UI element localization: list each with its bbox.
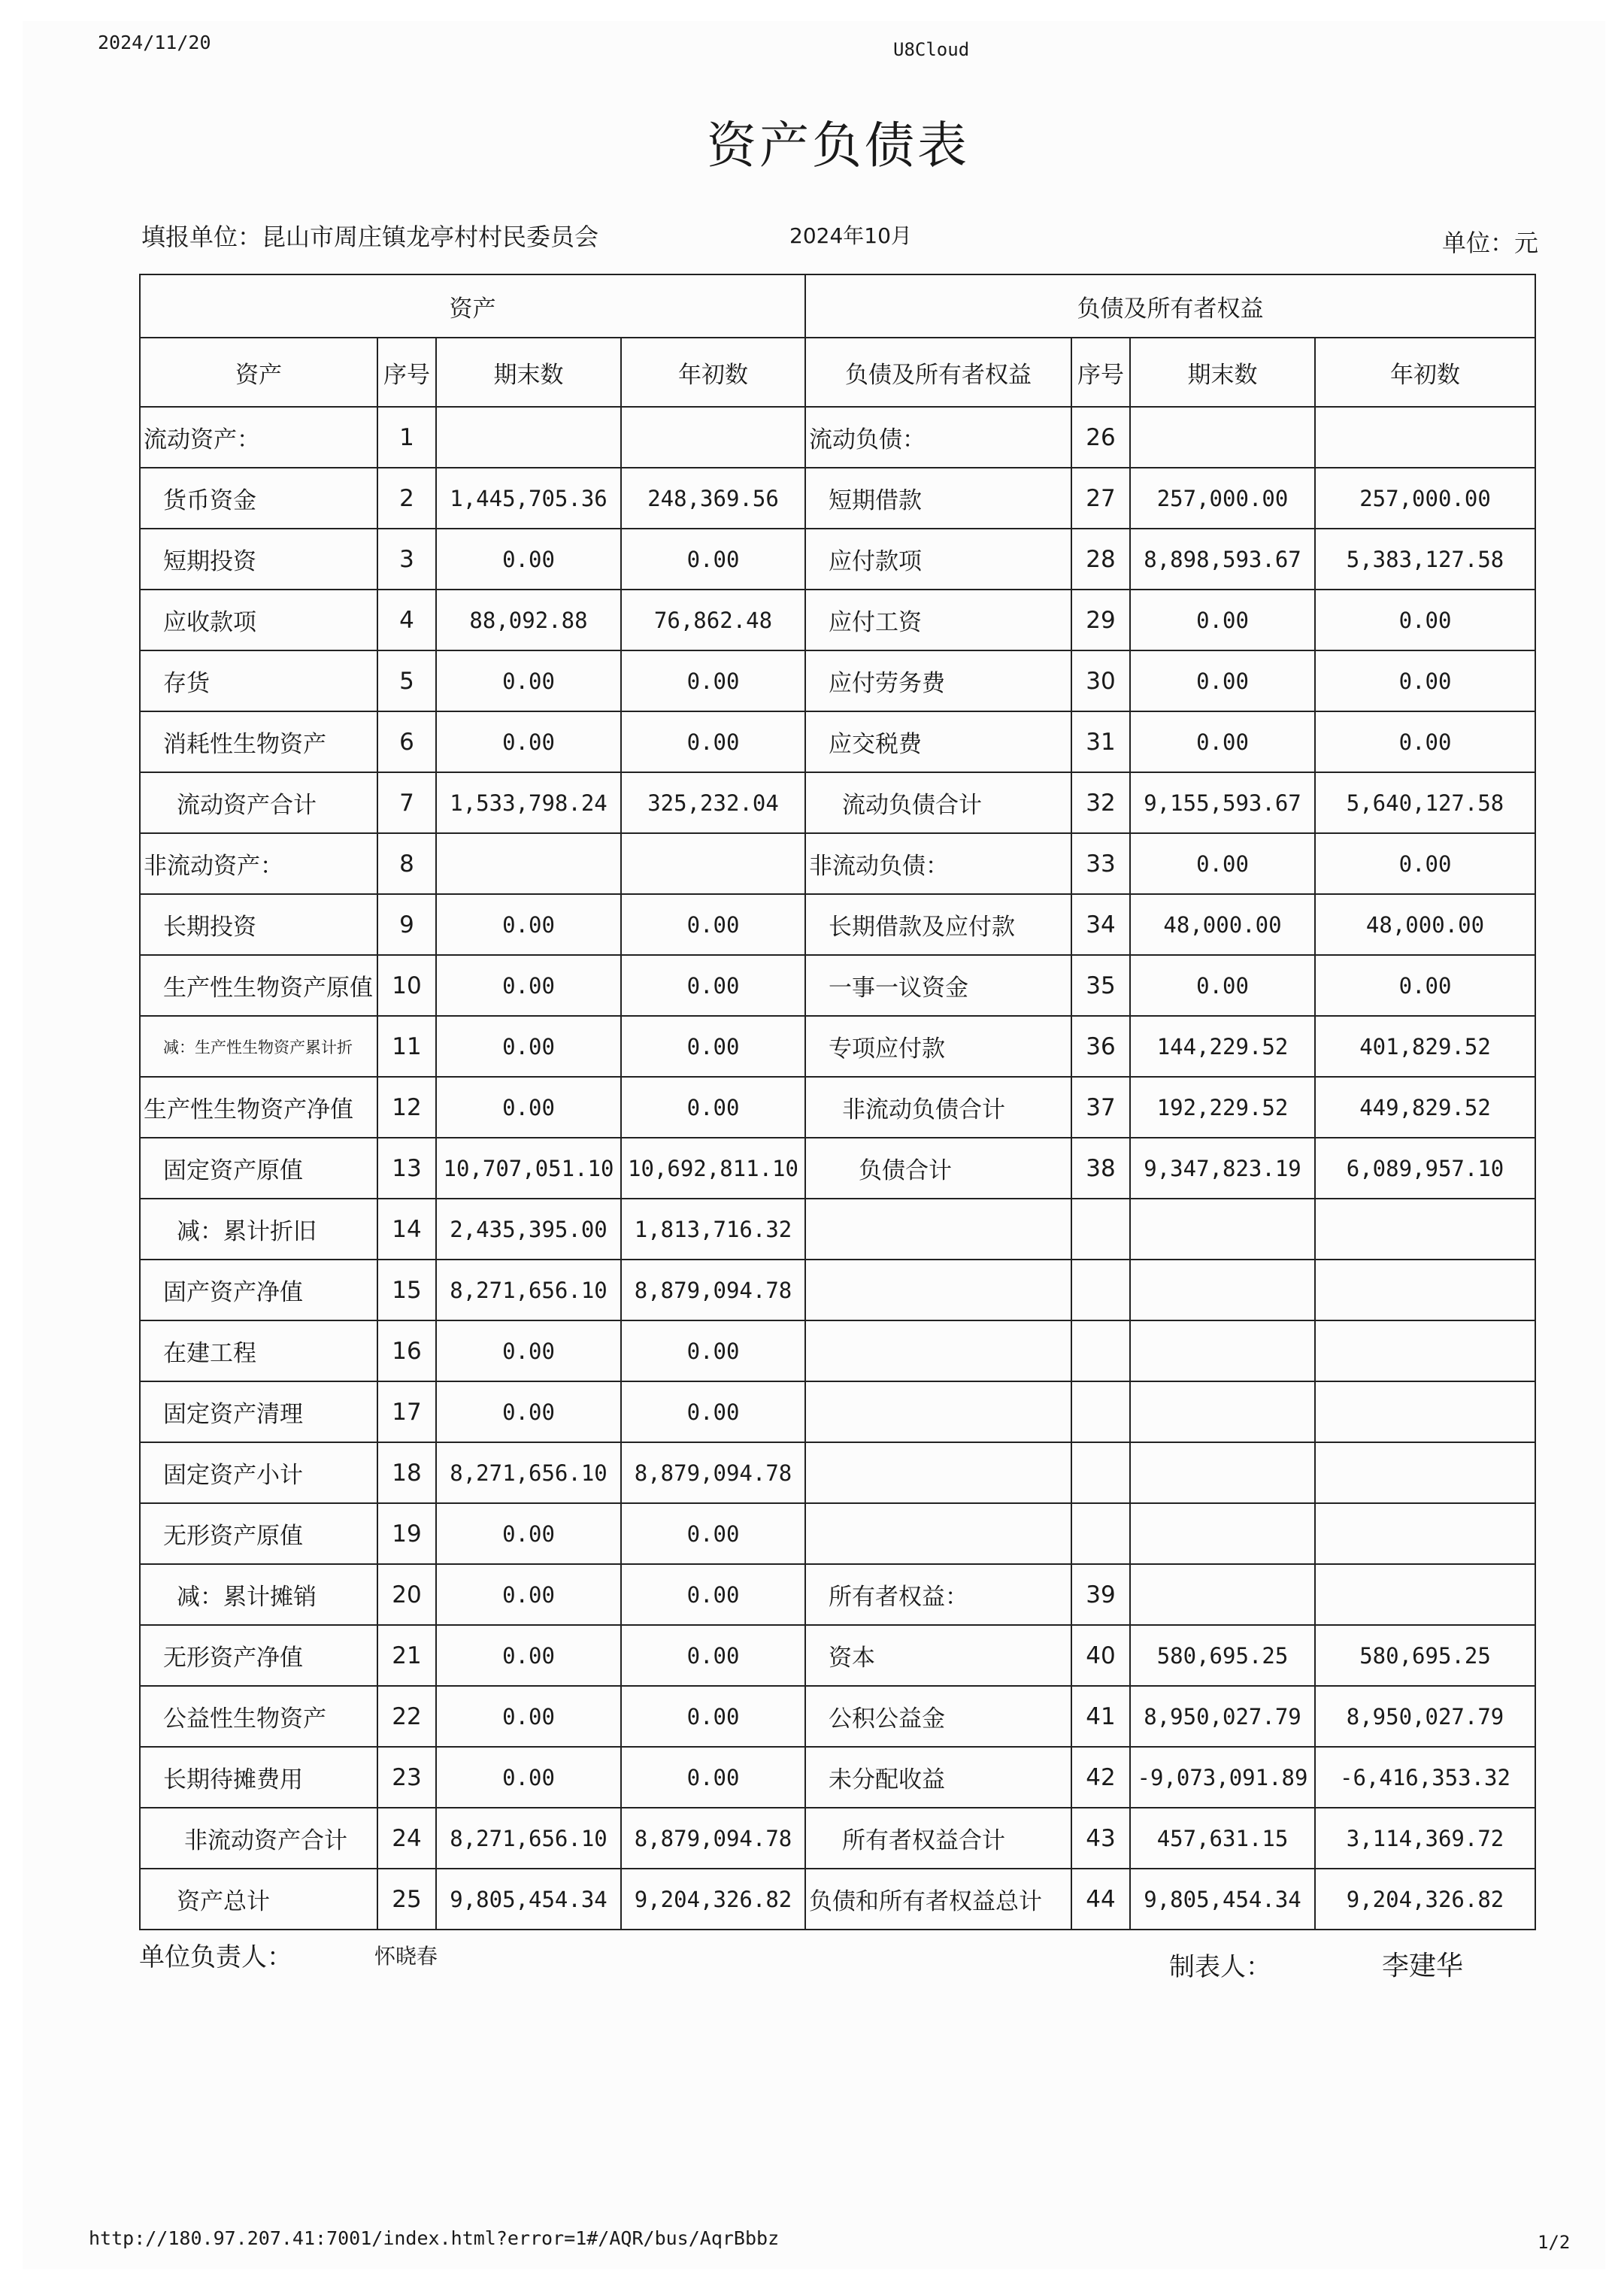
liability-seq: 32 bbox=[1071, 772, 1130, 833]
asset-name: 减：累计折旧 bbox=[140, 1199, 377, 1260]
asset-name: 固定资产清理 bbox=[140, 1381, 377, 1442]
table-row bbox=[140, 1564, 1535, 1625]
liability-end-value: 0.00 bbox=[1130, 650, 1315, 711]
asset-name: 固产资产净值 bbox=[140, 1260, 377, 1320]
asset-name: 长期投资 bbox=[140, 894, 377, 955]
table-row bbox=[140, 772, 1535, 833]
liabilities-group-header: 负债及所有者权益 bbox=[805, 274, 1535, 338]
liability-seq: 38 bbox=[1071, 1138, 1130, 1199]
liability-seq: 40 bbox=[1071, 1625, 1130, 1686]
liability-begin-value: 8,950,027.79 bbox=[1315, 1686, 1535, 1747]
liability-end-value: 9,155,593.67 bbox=[1130, 772, 1315, 833]
liability-end-value: 144,229.52 bbox=[1130, 1016, 1315, 1077]
liability-end-value bbox=[1130, 1564, 1315, 1625]
liability-name: 所有者权益合计 bbox=[805, 1808, 1071, 1869]
report-title: 资产负债表 bbox=[707, 117, 970, 174]
liability-end-value bbox=[1130, 1503, 1315, 1564]
asset-seq: 19 bbox=[377, 1503, 436, 1564]
asset-name: 非流动资产： bbox=[140, 833, 377, 894]
liability-end-value bbox=[1130, 1381, 1315, 1442]
liability-end-value: 8,950,027.79 bbox=[1130, 1686, 1315, 1747]
table-row bbox=[140, 529, 1535, 590]
asset-seq: 25 bbox=[377, 1869, 436, 1930]
unit-head-name: 怀晓春 bbox=[374, 1944, 438, 1969]
col-end: 期末数 bbox=[436, 338, 621, 407]
col-liability: 负债及所有者权益 bbox=[805, 338, 1071, 407]
asset-begin-value: 0.00 bbox=[621, 711, 805, 772]
asset-name: 固定资产原值 bbox=[140, 1138, 377, 1199]
asset-end-value: 1,445,705.36 bbox=[436, 468, 621, 529]
col-seq: 序号 bbox=[377, 338, 436, 407]
liability-name: 资本 bbox=[805, 1625, 1071, 1686]
asset-end-value: 0.00 bbox=[436, 1503, 621, 1564]
liability-end-value: 9,347,823.19 bbox=[1130, 1138, 1315, 1199]
liability-begin-value: 580,695.25 bbox=[1315, 1625, 1535, 1686]
preparer-label: 制表人： bbox=[1169, 1952, 1271, 1982]
liability-begin-value: 0.00 bbox=[1315, 590, 1535, 650]
liability-end-value: 580,695.25 bbox=[1130, 1625, 1315, 1686]
table-row bbox=[140, 1077, 1535, 1138]
liability-end-value: 9,805,454.34 bbox=[1130, 1869, 1315, 1930]
liability-end-value bbox=[1130, 407, 1315, 468]
table-row bbox=[140, 833, 1535, 894]
asset-seq: 21 bbox=[377, 1625, 436, 1686]
asset-seq: 10 bbox=[377, 955, 436, 1016]
liability-seq: 31 bbox=[1071, 711, 1130, 772]
liability-name: 流动负债合计 bbox=[805, 772, 1071, 833]
asset-begin-value: 0.00 bbox=[621, 1625, 805, 1686]
asset-begin-value: 0.00 bbox=[621, 894, 805, 955]
liability-name bbox=[805, 1381, 1071, 1442]
asset-end-value: 8,271,656.10 bbox=[436, 1442, 621, 1503]
liability-begin-value bbox=[1315, 1320, 1535, 1381]
table-row bbox=[140, 1747, 1535, 1808]
liability-name bbox=[805, 1503, 1071, 1564]
liability-seq: 39 bbox=[1071, 1564, 1130, 1625]
table-row bbox=[140, 1869, 1535, 1930]
asset-seq: 24 bbox=[377, 1808, 436, 1869]
asset-seq: 22 bbox=[377, 1686, 436, 1747]
liability-end-value: 0.00 bbox=[1130, 833, 1315, 894]
table-row bbox=[140, 955, 1535, 1016]
liability-name: 应付工资 bbox=[805, 590, 1071, 650]
asset-end-value: 0.00 bbox=[436, 650, 621, 711]
asset-begin-value: 8,879,094.78 bbox=[621, 1442, 805, 1503]
asset-begin-value: 0.00 bbox=[621, 1320, 805, 1381]
liability-name: 负债和所有者权益总计 bbox=[805, 1869, 1071, 1930]
asset-seq: 6 bbox=[377, 711, 436, 772]
report-period: 2024年10月 bbox=[789, 223, 912, 248]
col-begin2: 年初数 bbox=[1315, 338, 1535, 407]
table-row bbox=[140, 1320, 1535, 1381]
liability-begin-value: 0.00 bbox=[1315, 955, 1535, 1016]
asset-begin-value: 0.00 bbox=[621, 529, 805, 590]
asset-end-value: 0.00 bbox=[436, 1381, 621, 1442]
asset-seq: 20 bbox=[377, 1564, 436, 1625]
liability-begin-value: 5,640,127.58 bbox=[1315, 772, 1535, 833]
liability-end-value: 192,229.52 bbox=[1130, 1077, 1315, 1138]
liability-seq: 37 bbox=[1071, 1077, 1130, 1138]
asset-begin-value: 0.00 bbox=[621, 955, 805, 1016]
liability-seq: 26 bbox=[1071, 407, 1130, 468]
asset-begin-value: 0.00 bbox=[621, 650, 805, 711]
liability-name: 一事一议资金 bbox=[805, 955, 1071, 1016]
asset-name: 非流动资产合计 bbox=[140, 1808, 377, 1869]
liability-seq: 44 bbox=[1071, 1869, 1130, 1930]
page-number: 1/2 bbox=[1538, 2232, 1571, 2253]
asset-end-value: 0.00 bbox=[436, 1320, 621, 1381]
asset-name: 应收款项 bbox=[140, 590, 377, 650]
liability-seq bbox=[1071, 1199, 1130, 1260]
col-begin: 年初数 bbox=[621, 338, 805, 407]
asset-seq: 7 bbox=[377, 772, 436, 833]
table-row bbox=[140, 650, 1535, 711]
col-asset: 资产 bbox=[140, 338, 377, 407]
liability-begin-value bbox=[1315, 1381, 1535, 1442]
asset-name: 短期投资 bbox=[140, 529, 377, 590]
asset-seq: 15 bbox=[377, 1260, 436, 1320]
liability-begin-value bbox=[1315, 1564, 1535, 1625]
asset-seq: 3 bbox=[377, 529, 436, 590]
asset-name: 流动资产合计 bbox=[140, 772, 377, 833]
asset-end-value: 1,533,798.24 bbox=[436, 772, 621, 833]
liability-begin-value: 0.00 bbox=[1315, 833, 1535, 894]
liability-end-value bbox=[1130, 1442, 1315, 1503]
app-name: U8Cloud bbox=[893, 39, 970, 60]
liability-name: 长期借款及应付款 bbox=[805, 894, 1071, 955]
asset-name: 消耗性生物资产 bbox=[140, 711, 377, 772]
reporting-unit: 填报单位：昆山市周庄镇龙亭村村民委员会 bbox=[141, 223, 599, 251]
asset-end-value: 0.00 bbox=[436, 529, 621, 590]
liability-name: 负债合计 bbox=[805, 1138, 1071, 1199]
asset-begin-value: 10,692,811.10 bbox=[621, 1138, 805, 1199]
liability-begin-value bbox=[1315, 1260, 1535, 1320]
liability-end-value bbox=[1130, 1199, 1315, 1260]
col-seq2: 序号 bbox=[1071, 338, 1130, 407]
asset-name: 生产性生物资产原值 bbox=[140, 955, 377, 1016]
asset-end-value: 0.00 bbox=[436, 1625, 621, 1686]
assets-group-header: 资产 bbox=[140, 274, 805, 338]
liability-name: 公积公益金 bbox=[805, 1686, 1071, 1747]
liability-seq bbox=[1071, 1442, 1130, 1503]
liability-end-value: 8,898,593.67 bbox=[1130, 529, 1315, 590]
asset-seq: 11 bbox=[377, 1016, 436, 1077]
liability-seq bbox=[1071, 1381, 1130, 1442]
asset-begin-value: 248,369.56 bbox=[621, 468, 805, 529]
asset-seq: 18 bbox=[377, 1442, 436, 1503]
liability-seq: 30 bbox=[1071, 650, 1130, 711]
liability-seq: 29 bbox=[1071, 590, 1130, 650]
preparer-name: 李建华 bbox=[1382, 1951, 1464, 1981]
asset-seq: 13 bbox=[377, 1138, 436, 1199]
asset-end-value: 0.00 bbox=[436, 955, 621, 1016]
table-row bbox=[140, 1503, 1535, 1564]
liability-seq: 43 bbox=[1071, 1808, 1130, 1869]
table-row bbox=[140, 1138, 1535, 1199]
table-row bbox=[140, 407, 1535, 468]
liability-begin-value bbox=[1315, 1503, 1535, 1564]
unit-head-label: 单位负责人： bbox=[139, 1942, 292, 1972]
asset-end-value: 0.00 bbox=[436, 1016, 621, 1077]
asset-end-value: 0.00 bbox=[436, 894, 621, 955]
asset-name: 货币资金 bbox=[140, 468, 377, 529]
asset-begin-value bbox=[621, 833, 805, 894]
asset-end-value: 0.00 bbox=[436, 1564, 621, 1625]
print-date: 2024/11/20 bbox=[98, 32, 211, 53]
asset-end-value: 8,271,656.10 bbox=[436, 1260, 621, 1320]
liability-name: 专项应付款 bbox=[805, 1016, 1071, 1077]
asset-name: 固定资产小计 bbox=[140, 1442, 377, 1503]
liability-name bbox=[805, 1442, 1071, 1503]
liability-seq: 41 bbox=[1071, 1686, 1130, 1747]
asset-end-value: 88,092.88 bbox=[436, 590, 621, 650]
group-header-row bbox=[140, 274, 1535, 338]
liability-name: 应付款项 bbox=[805, 529, 1071, 590]
asset-end-value: 0.00 bbox=[436, 1077, 621, 1138]
liability-end-value: 457,631.15 bbox=[1130, 1808, 1315, 1869]
liability-name: 非流动负债： bbox=[805, 833, 1071, 894]
asset-name: 资产总计 bbox=[140, 1869, 377, 1930]
asset-begin-value: 1,813,716.32 bbox=[621, 1199, 805, 1260]
liability-begin-value: 48,000.00 bbox=[1315, 894, 1535, 955]
asset-begin-value: 0.00 bbox=[621, 1747, 805, 1808]
balance-sheet-table bbox=[139, 274, 1536, 1930]
table-row bbox=[140, 1625, 1535, 1686]
liability-name: 应交税费 bbox=[805, 711, 1071, 772]
liability-end-value: -9,073,091.89 bbox=[1130, 1747, 1315, 1808]
asset-seq: 1 bbox=[377, 407, 436, 468]
liability-name: 流动负债： bbox=[805, 407, 1071, 468]
asset-begin-value: 76,862.48 bbox=[621, 590, 805, 650]
liability-name: 所有者权益： bbox=[805, 1564, 1071, 1625]
liability-begin-value bbox=[1315, 1199, 1535, 1260]
asset-seq: 12 bbox=[377, 1077, 436, 1138]
asset-name: 无形资产原值 bbox=[140, 1503, 377, 1564]
asset-begin-value: 0.00 bbox=[621, 1564, 805, 1625]
liability-seq: 28 bbox=[1071, 529, 1130, 590]
liability-seq: 33 bbox=[1071, 833, 1130, 894]
liability-begin-value: -6,416,353.32 bbox=[1315, 1747, 1535, 1808]
asset-seq: 8 bbox=[377, 833, 436, 894]
liability-name bbox=[805, 1199, 1071, 1260]
liability-name: 短期借款 bbox=[805, 468, 1071, 529]
liability-begin-value: 9,204,326.82 bbox=[1315, 1869, 1535, 1930]
liability-name bbox=[805, 1320, 1071, 1381]
asset-seq: 2 bbox=[377, 468, 436, 529]
liability-begin-value: 257,000.00 bbox=[1315, 468, 1535, 529]
liability-end-value: 257,000.00 bbox=[1130, 468, 1315, 529]
asset-name: 长期待摊费用 bbox=[140, 1747, 377, 1808]
asset-name: 无形资产净值 bbox=[140, 1625, 377, 1686]
asset-end-value: 10,707,051.10 bbox=[436, 1138, 621, 1199]
asset-name: 在建工程 bbox=[140, 1320, 377, 1381]
liability-name: 未分配收益 bbox=[805, 1747, 1071, 1808]
liability-end-value bbox=[1130, 1260, 1315, 1320]
table-row bbox=[140, 711, 1535, 772]
asset-end-value: 0.00 bbox=[436, 1686, 621, 1747]
asset-end-value: 0.00 bbox=[436, 1747, 621, 1808]
asset-seq: 9 bbox=[377, 894, 436, 955]
table-row bbox=[140, 1260, 1535, 1320]
asset-begin-value: 9,204,326.82 bbox=[621, 1869, 805, 1930]
liability-seq: 27 bbox=[1071, 468, 1130, 529]
asset-begin-value: 8,879,094.78 bbox=[621, 1808, 805, 1869]
liability-seq bbox=[1071, 1320, 1130, 1381]
liability-begin-value bbox=[1315, 407, 1535, 468]
asset-seq: 23 bbox=[377, 1747, 436, 1808]
column-header-row bbox=[140, 338, 1535, 407]
asset-begin-value: 8,879,094.78 bbox=[621, 1260, 805, 1320]
liability-seq: 42 bbox=[1071, 1747, 1130, 1808]
table-row bbox=[140, 1381, 1535, 1442]
table-row bbox=[140, 1016, 1535, 1077]
liability-begin-value: 401,829.52 bbox=[1315, 1016, 1535, 1077]
table-row bbox=[140, 1442, 1535, 1503]
liability-begin-value: 449,829.52 bbox=[1315, 1077, 1535, 1138]
liability-seq: 34 bbox=[1071, 894, 1130, 955]
asset-begin-value: 325,232.04 bbox=[621, 772, 805, 833]
liability-seq: 36 bbox=[1071, 1016, 1130, 1077]
asset-end-value: 9,805,454.34 bbox=[436, 1869, 621, 1930]
asset-name: 减：累计摊销 bbox=[140, 1564, 377, 1625]
liability-seq bbox=[1071, 1503, 1130, 1564]
asset-begin-value: 0.00 bbox=[621, 1686, 805, 1747]
liability-begin-value: 5,383,127.58 bbox=[1315, 529, 1535, 590]
asset-end-value: 8,271,656.10 bbox=[436, 1808, 621, 1869]
asset-end-value bbox=[436, 833, 621, 894]
asset-seq: 14 bbox=[377, 1199, 436, 1260]
table-row bbox=[140, 894, 1535, 955]
asset-begin-value: 0.00 bbox=[621, 1381, 805, 1442]
liability-begin-value: 3,114,369.72 bbox=[1315, 1808, 1535, 1869]
liability-name bbox=[805, 1260, 1071, 1320]
liability-end-value: 48,000.00 bbox=[1130, 894, 1315, 955]
liability-seq: 35 bbox=[1071, 955, 1130, 1016]
liability-begin-value: 0.00 bbox=[1315, 711, 1535, 772]
asset-name: 生产性生物资产净值 bbox=[140, 1077, 377, 1138]
asset-end-value: 2,435,395.00 bbox=[436, 1199, 621, 1260]
table-row bbox=[140, 1686, 1535, 1747]
table-row bbox=[140, 590, 1535, 650]
page-url: http://180.97.207.41:7001/index.html?error=1#/AQR/bus/AqrBbbz bbox=[89, 2227, 780, 2249]
asset-name: 减：生产性生物资产累计折 bbox=[140, 1016, 377, 1077]
table-row bbox=[140, 1199, 1535, 1260]
asset-name: 公益性生物资产 bbox=[140, 1686, 377, 1747]
table-row bbox=[140, 468, 1535, 529]
asset-seq: 16 bbox=[377, 1320, 436, 1381]
liability-name: 应付劳务费 bbox=[805, 650, 1071, 711]
liability-name: 非流动负债合计 bbox=[805, 1077, 1071, 1138]
asset-begin-value: 0.00 bbox=[621, 1077, 805, 1138]
table-row bbox=[140, 1808, 1535, 1869]
asset-seq: 5 bbox=[377, 650, 436, 711]
asset-begin-value: 0.00 bbox=[621, 1016, 805, 1077]
asset-name: 流动资产： bbox=[140, 407, 377, 468]
asset-begin-value bbox=[621, 407, 805, 468]
liability-begin-value: 0.00 bbox=[1315, 650, 1535, 711]
liability-end-value: 0.00 bbox=[1130, 590, 1315, 650]
liability-begin-value: 6,089,957.10 bbox=[1315, 1138, 1535, 1199]
col-end2: 期末数 bbox=[1130, 338, 1315, 407]
asset-end-value bbox=[436, 407, 621, 468]
asset-end-value: 0.00 bbox=[436, 711, 621, 772]
currency-unit: 单位：元 bbox=[1442, 229, 1539, 257]
asset-name: 存货 bbox=[140, 650, 377, 711]
asset-seq: 17 bbox=[377, 1381, 436, 1442]
liability-seq bbox=[1071, 1260, 1130, 1320]
liability-end-value: 0.00 bbox=[1130, 955, 1315, 1016]
asset-seq: 4 bbox=[377, 590, 436, 650]
liability-begin-value bbox=[1315, 1442, 1535, 1503]
liability-end-value bbox=[1130, 1320, 1315, 1381]
asset-begin-value: 0.00 bbox=[621, 1503, 805, 1564]
liability-end-value: 0.00 bbox=[1130, 711, 1315, 772]
